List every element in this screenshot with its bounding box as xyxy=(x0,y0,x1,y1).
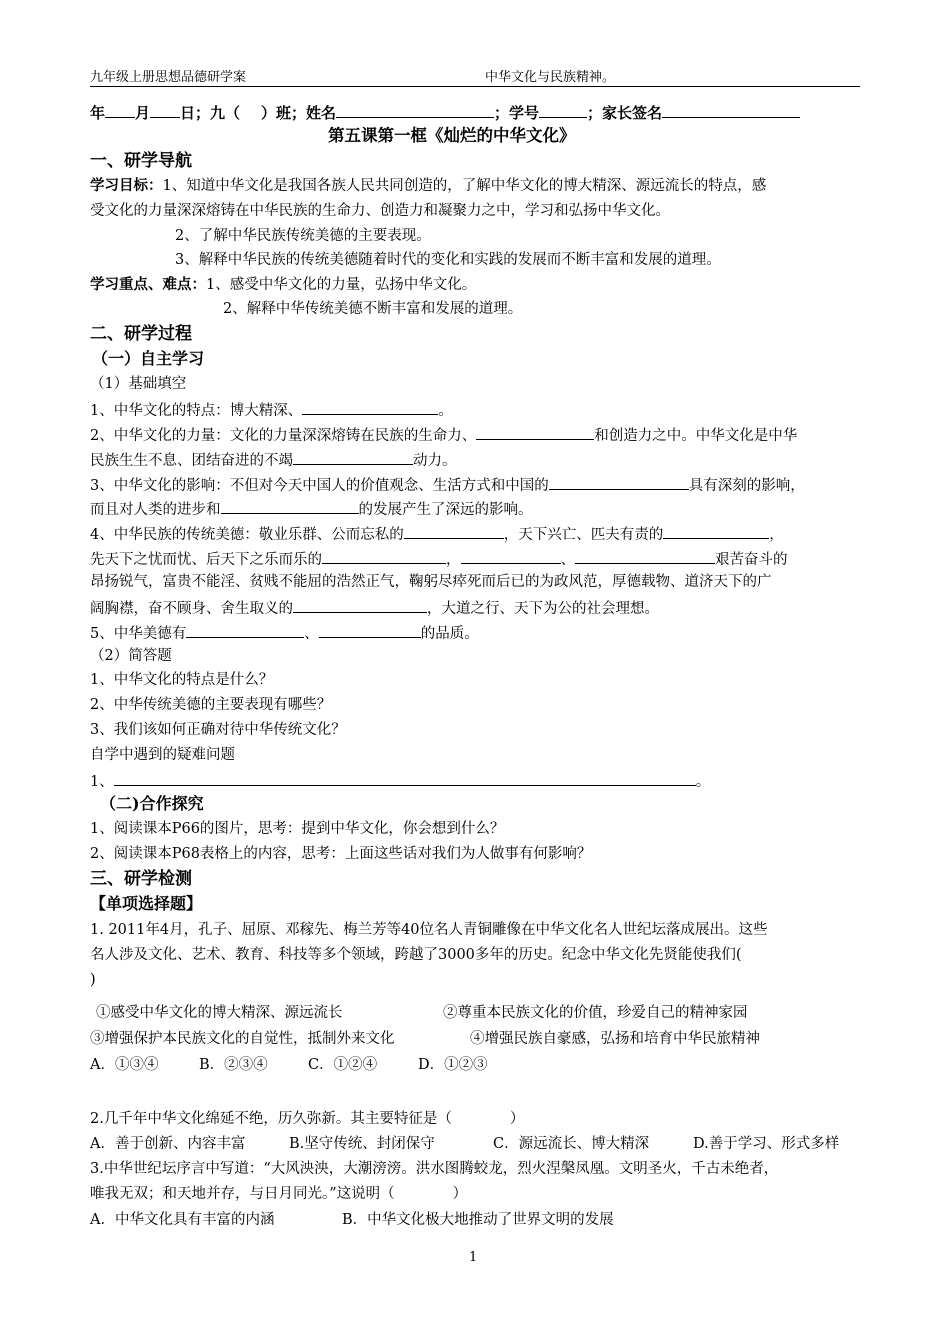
mcq-2-choice-c[interactable]: C．源远流长、博大精深 xyxy=(493,1136,650,1152)
fill-4-text-i: 阔胸襟，奋不顾身、舍生取义的 xyxy=(90,601,293,617)
fill-3-text-b: 具有深刻的影响， xyxy=(688,478,805,494)
mcq-1-choice-d[interactable]: D．①②③ xyxy=(418,1057,488,1073)
fill-3-b xyxy=(90,497,533,520)
student-number-blank[interactable] xyxy=(539,101,587,118)
mcq-1-line-a: 1. 2011年4月，孔子、屈原、邓稼先、梅兰芳等40位名人青铜雕像在中华文化名人世纪坛落成展出。这些 xyxy=(90,922,768,938)
key-1-text: 1、感受中华文化的力量，弘扬中华文化。 xyxy=(206,277,477,293)
student-number-label: ；学号 xyxy=(493,104,539,122)
doubt-1 xyxy=(90,769,710,792)
fill-2-blank-1[interactable] xyxy=(476,423,594,440)
fill-5-dun: 、 xyxy=(304,626,319,642)
cooperation-heading: （二)合作探究 xyxy=(100,794,204,813)
fill-4-blank-2[interactable] xyxy=(663,522,769,539)
fill-1-end: 。 xyxy=(438,403,453,419)
fill-4-blank-6[interactable] xyxy=(293,596,427,613)
section-3-heading: 三、研学检测 xyxy=(90,869,192,889)
mcq-3-choice-b[interactable]: B．中华文化极大地推动了世界文明的发展 xyxy=(342,1212,614,1228)
section-1-heading: 一、研学导航 xyxy=(90,151,192,171)
fill-4-blank-5[interactable] xyxy=(575,547,715,564)
fill-4-text-b: ，天下兴亡、匹夫有责的 xyxy=(503,527,664,543)
fill-5-blank-2[interactable] xyxy=(319,621,421,638)
parent-signature-blank[interactable] xyxy=(662,101,800,118)
fill-2-text-b: 和创造力之中。中华文化是中华 xyxy=(594,428,798,444)
single-choice-heading: 【单项选择题】 xyxy=(90,894,203,913)
header-center: 中华文化与民族精神。 xyxy=(485,70,616,85)
fill-4-blank-3[interactable] xyxy=(322,547,446,564)
goal-1-text: 1、知道中华文化是我国各族人民共同创造的，了解中华文化的博大精深、源远流长的特点，感 xyxy=(162,178,767,194)
fill-3-blank-1[interactable] xyxy=(549,473,689,490)
key-label: 学习重点、难点： xyxy=(90,276,206,293)
mcq-2-choice-b[interactable]: B.坚守传统、封闭保守 xyxy=(289,1136,435,1152)
mcq-1-line-c: ) xyxy=(90,972,96,988)
fill-4-a xyxy=(90,522,784,545)
coop-1: 1、阅读课本P66的图片，思考：提到中华文化，你会想到什么？ xyxy=(90,821,505,837)
short-q2: 2、中华传统美德的主要表现有哪些？ xyxy=(90,697,332,713)
goal-3: 3、解释中华民族的传统美德随着时代的变化和实践的发展而不断丰富和发展的道理。 xyxy=(175,252,721,268)
mcq-1-opt-3: ③增强保护本民族文化的自觉性，抵制外来文化 xyxy=(90,1031,395,1047)
fill-2-text: 2、中华文化的力量：文化的力量深深熔铸在民族的生命力、 xyxy=(90,428,477,444)
doubt-1-num: 1、 xyxy=(90,774,114,790)
student-info-line xyxy=(90,101,800,123)
mcq-1-line-b: 名人涉及文化、艺术、教育、科技等多个领域，跨越了3000多年的历史。纪念中华文化先贤能使我们( xyxy=(90,947,742,963)
fill-4-text-g: 艰苦奋斗的 xyxy=(715,552,788,568)
fill-5-end: 的品质。 xyxy=(420,626,479,642)
short-q1: 1、中华文化的特点是什么？ xyxy=(90,672,274,688)
fill-4-text-j: ，大道之行、天下为公的社会理想。 xyxy=(427,601,659,617)
mcq-1-choice-a[interactable]: A．①③④ xyxy=(90,1057,159,1073)
month-label: 月 xyxy=(135,104,151,122)
mcq-1-opt-1: ①感受中华文化的博大精深、源远流长 xyxy=(96,1005,343,1021)
fill-2-text-c: 民族生生不息、团结奋进的不竭 xyxy=(90,453,293,469)
fill-2-blank-2[interactable] xyxy=(293,448,413,465)
fill-4-dun: 、 xyxy=(560,552,575,568)
mcq-1-choice-b[interactable]: B．②③④ xyxy=(199,1057,268,1073)
lesson-title: 第五课第一框《灿烂的中华文化》 xyxy=(328,126,576,145)
mcq-3-choice-a[interactable]: A．中华文化具有丰富的内涵 xyxy=(90,1212,275,1228)
mcq-1-opt-4: ④增强民族自豪感，弘扬和培育中华民旅精神 xyxy=(470,1031,760,1047)
goal-2: 2、了解中华民族传统美德的主要表现。 xyxy=(175,228,431,244)
mcq-2-choice-a[interactable]: A．善于创新、内容丰富 xyxy=(90,1136,246,1152)
fill-5-blank-1[interactable] xyxy=(186,621,304,638)
mcq-3-line-b: 唯我无双；和天地并存，与日月同光。”这说明（ ） xyxy=(90,1186,468,1202)
fill-2-a xyxy=(90,423,797,446)
fill-blank-label: （1）基础填空 xyxy=(90,376,187,392)
mcq-1-choice-c[interactable]: C．①②④ xyxy=(308,1057,378,1073)
fill-4-comma: ， xyxy=(769,527,784,543)
fill-4-b xyxy=(90,547,788,570)
header-left: 九年级上册思想品德研学案 xyxy=(90,70,247,85)
page-number: 1 xyxy=(469,1250,478,1265)
fill-4-comma-2: ， xyxy=(446,552,461,568)
goal-1-line-b: 受文化的力量深深熔铸在中华民族的生命力、创造力和凝聚力之中，学习和弘扬中华文化。 xyxy=(90,203,670,219)
name-blank[interactable] xyxy=(336,101,494,118)
mcq-2: 2.几千年中华文化绵延不绝，历久弥新。其主要特征是（ ） xyxy=(90,1111,525,1127)
name-label: ）班；姓名 xyxy=(260,104,336,122)
doubt-label: 自学中遇到的疑难问题 xyxy=(90,747,235,763)
fill-4-text: 4、中华民族的传统美德：敬业乐群、公而忘私的 xyxy=(90,527,404,543)
short-answer-label: （2）简答题 xyxy=(90,648,172,664)
doubt-1-end: 。 xyxy=(695,774,711,790)
fill-5 xyxy=(90,621,479,644)
parent-signature-label: ；家长签名 xyxy=(586,104,662,122)
fill-2-b xyxy=(90,448,457,471)
fill-3-blank-2[interactable] xyxy=(221,497,359,514)
day-label: 日；九（ xyxy=(180,104,241,122)
fill-1-blank[interactable] xyxy=(302,398,438,415)
mcq-1-opt-2: ②尊重本民族文化的价值，珍爱自己的精神家园 xyxy=(443,1005,748,1021)
month-blank[interactable] xyxy=(105,101,135,118)
year-label: 年 xyxy=(90,104,106,122)
self-study-heading: （一）自主学习 xyxy=(92,349,205,368)
fill-4-blank-1[interactable] xyxy=(404,522,504,539)
mcq-2-choice-d[interactable]: D.善于学习、形式多样 xyxy=(693,1136,840,1152)
page-header xyxy=(90,64,860,87)
fill-4-text-d: 先天下之忧而忧、后天下之乐而乐的 xyxy=(90,552,322,568)
key-points-line xyxy=(90,275,476,295)
goal-1-line-a xyxy=(90,176,766,196)
fill-3-end: 的发展产生了深远的影响。 xyxy=(358,502,533,518)
fill-1 xyxy=(90,398,453,421)
fill-1-text: 1、中华文化的特点：博大精深、 xyxy=(90,403,303,419)
short-q3: 3、我们该如何正确对待中华传统文化？ xyxy=(90,722,346,738)
fill-3-text: 3、中华文化的影响：不但对今天中国人的价值观念、生活方式和中国的 xyxy=(90,478,549,494)
fill-5-text: 5、中华美德有 xyxy=(90,626,187,642)
section-2-heading: 二、研学过程 xyxy=(90,324,192,344)
fill-4-c: 昂扬锐气，富贵不能淫、贫贱不能屈的浩然正气，鞠躬尽瘁死而后已的为政风范，厚德载物、道济天下的广 xyxy=(90,574,772,590)
day-blank[interactable] xyxy=(150,101,180,118)
goal-label: 学习目标： xyxy=(90,177,163,194)
fill-3-a xyxy=(90,473,805,496)
fill-4-d xyxy=(90,596,659,619)
fill-2-end: 动力。 xyxy=(413,453,457,469)
mcq-3-line-a: 3.中华世纪坛序言中写道：“大风泱泱，大潮滂滂。洪水图腾蛟龙，烈火涅槃凤凰。文明圣火，千古未绝者， xyxy=(90,1161,779,1177)
coop-2: 2、阅读课本P68表格上的内容，思考：上面这些话对我们为人做事有何影响？ xyxy=(90,846,592,862)
fill-3-text-c: 而且对人类的进步和 xyxy=(90,502,221,518)
key-2: 2、解释中华传统美德不断丰富和发展的道理。 xyxy=(223,301,523,317)
fill-4-blank-4[interactable] xyxy=(461,547,561,564)
doubt-1-blank[interactable] xyxy=(114,769,696,786)
